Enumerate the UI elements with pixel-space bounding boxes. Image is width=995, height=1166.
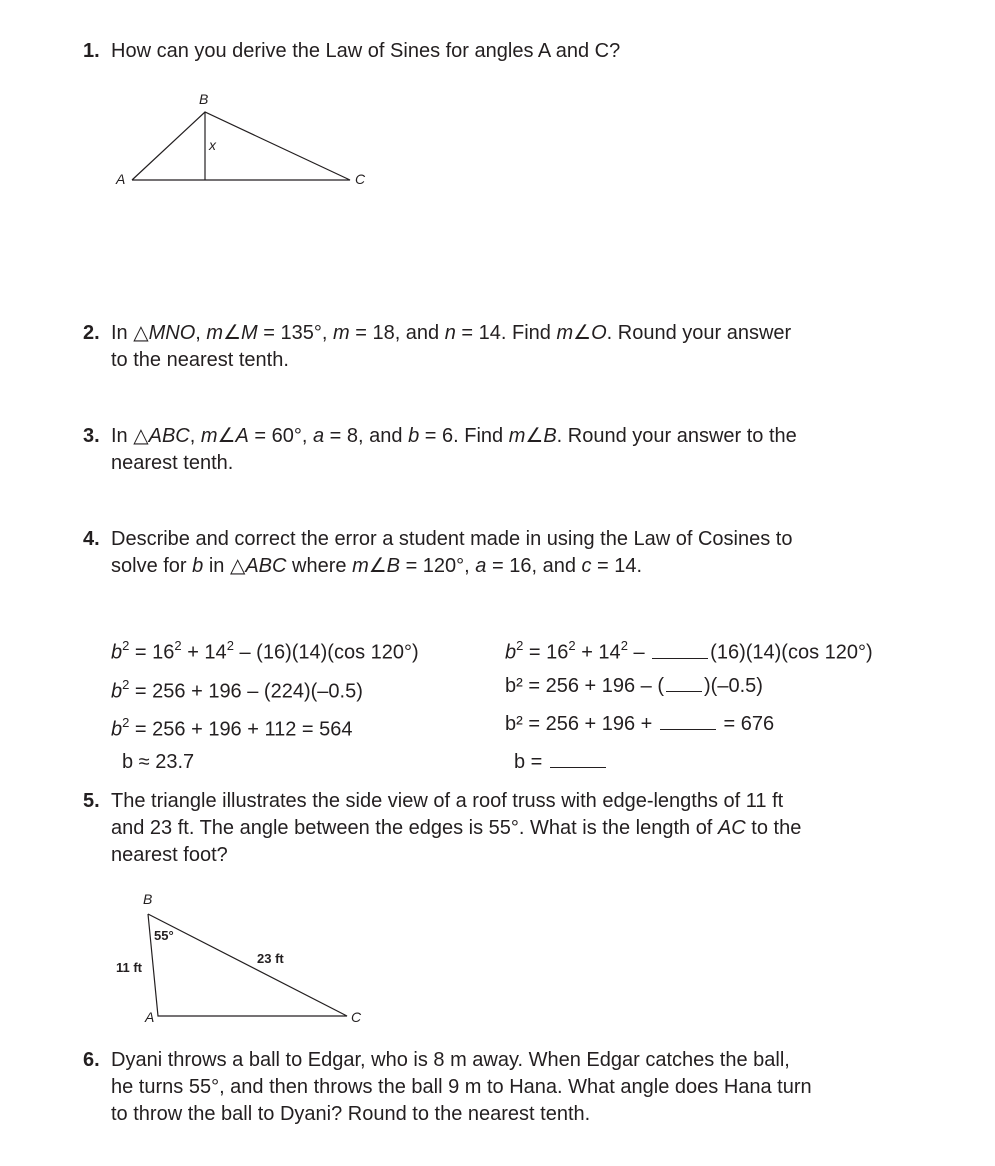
problem-5-roof-truss-diagram xyxy=(130,900,370,1030)
problem-1-triangle-diagram xyxy=(110,88,380,198)
vertex-label-a: A xyxy=(116,171,126,187)
problem-6-text-line3: to throw the ball to Dyani? Round to the nearest tenth. xyxy=(111,1103,591,1125)
vertex-label-b: B xyxy=(143,891,153,907)
problem-5-number: 5. xyxy=(83,790,100,812)
angle-label: 55° xyxy=(154,928,174,943)
vertex-label-a: A xyxy=(145,1009,155,1025)
blank-4[interactable] xyxy=(550,753,606,768)
student-work-line-1: $b^2 = 16^2 + 14^2 - (16)(14)(\cos$ 120°) xyxy=(111,638,419,664)
problem-3-text: In △ABC, m∠A = 60°, a = 8, and b = 6. Find m∠B. Round your answer to the xyxy=(111,425,797,447)
correction-line-1: $b^2 = 16^2 + 14^2 - (16)(14)(\cos$ 120°) xyxy=(505,638,873,664)
problem-3-number: 3. xyxy=(83,425,100,447)
problem-6-text-line2: he turns 55°, and then throws the ball 9 m to Hana. What angle does Hana turn xyxy=(111,1076,812,1098)
correction-line-4: b = xyxy=(514,750,608,774)
student-work-line-3: $b^2 = 256 + 196 + 112 = 564$ xyxy=(111,715,353,741)
problem-1-text: How can you derive the Law of Sines for angles A and C? xyxy=(111,40,621,62)
vertex-label-c: C xyxy=(351,1009,362,1025)
side-label-bc: 23 ft xyxy=(257,951,284,966)
triangle-abc xyxy=(132,112,350,180)
problem-4-number: 4. xyxy=(83,528,100,550)
correction-line-3: b² = 256 + 196 + = 676 xyxy=(505,713,775,735)
problem-6-text: Dyani throws a ball to Edgar, who is 8 m away. When Edgar catches the ball, xyxy=(111,1049,790,1071)
problem-2-number: 2. xyxy=(83,322,100,344)
altitude-label-x: x xyxy=(209,137,216,153)
vertex-label-b: B xyxy=(199,91,209,107)
problem-3-text-line2: nearest tenth. xyxy=(111,452,234,474)
problem-2-text-line2: to the nearest tenth. xyxy=(111,349,289,371)
roof-truss-triangle xyxy=(148,914,347,1016)
problem-6-number: 6. xyxy=(83,1049,100,1071)
blank-2[interactable] xyxy=(666,677,702,692)
problem-5-text: The triangle illustrates the side view of a roof truss with edge-lengths of 11 ft xyxy=(111,790,784,812)
side-label-ab: 11 ft xyxy=(116,960,143,975)
blank-1[interactable] xyxy=(652,644,708,659)
vertex-label-c: C xyxy=(355,171,366,187)
blank-3[interactable] xyxy=(660,715,716,730)
problem-4-text: Describe and correct the error a student made in using the Law of Cosines to xyxy=(111,528,793,550)
problem-1-number: 1. xyxy=(83,40,100,62)
problem-4-text-line2: solve for b in △ABC where m∠B = 120°, a = 16, and c = 14. xyxy=(111,555,643,577)
problem-5-text-line3: nearest foot? xyxy=(111,844,228,866)
student-work-line-2: $b^2 = 256 + 196 - (224)(-0.5)$ xyxy=(111,677,363,703)
problem-5-text-line2: and 23 ft. The angle between the edges is 55°. What is the length of AC to the xyxy=(111,817,802,839)
correction-line-2: b² = 256 + 196 – ( )(–0.5) xyxy=(505,675,763,697)
student-work-line-4: b ≈ 23.7 xyxy=(122,751,195,773)
problem-2-text: In △MNO, m∠M = 135°, m = 18, and n = 14. Find m∠O. Round your answer xyxy=(111,322,792,344)
